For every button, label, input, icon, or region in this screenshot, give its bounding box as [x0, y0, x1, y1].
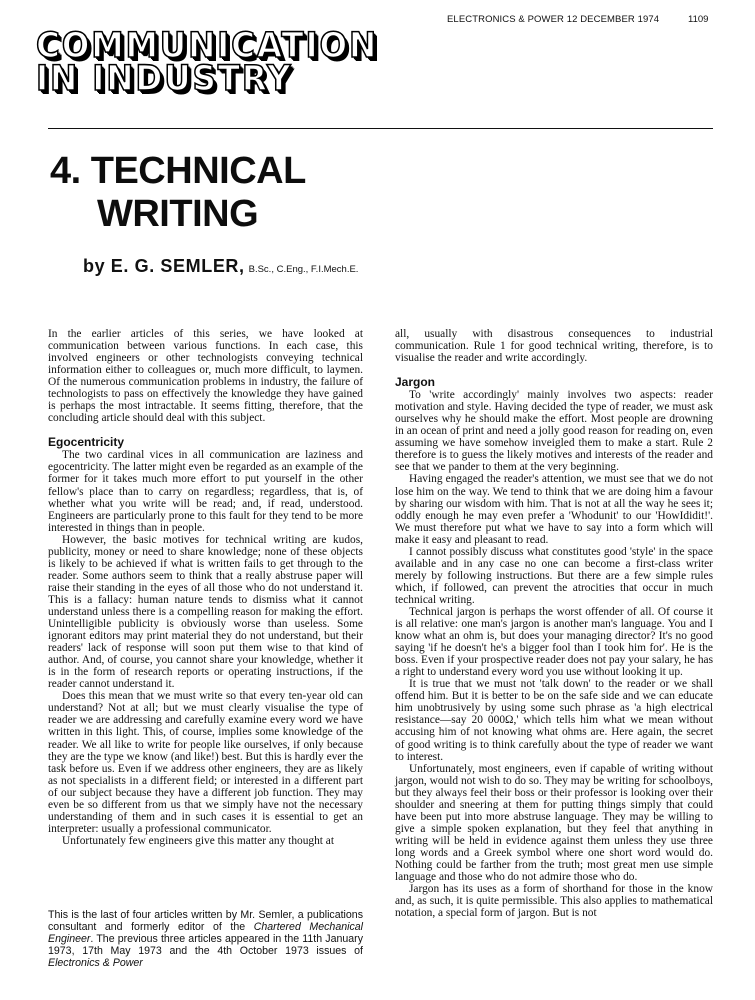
author-qualifications: B.Sc., C.Eng., F.I.Mech.E. — [248, 264, 359, 275]
section-heading-egocentricity: Egocentricity — [48, 435, 125, 450]
author-note-text: . The previous three articles appeared in the 11th January 1973, 17th May 1973 and the 4th October 1973 issues of — [48, 933, 363, 957]
author-note-text: This is the last of four articles written by Mr. Semler, a publications consultant and formerly editor of the — [48, 909, 363, 933]
author-note — [48, 909, 363, 969]
body-paragraph: Does this mean that we must write so that every ten-year old can understand? Not at all; but we must clearly visualise the type of reader we are addressing and carefully examine every word we have written in this light. This, of course, implies some knowledge of the reader. We all like to write for people like ourselves, if only because they are the type we know (and like!) best. But this is hardly ever the task before us. Even if we address other engineers, they are as likely as not specialists in a different field; or interested in a different part of our subject because they have a different job function. They may even be so different from us that we simply have not the necessary understanding of them and in such cases it is essential to get an interpreter: usually a professional communicator. — [48, 690, 363, 835]
banner-line-1: COMMUNICATION — [36, 26, 379, 66]
banner-line-2: IN INDUSTRY — [36, 59, 293, 99]
author-name: by E. G. SEMLER, — [83, 256, 245, 276]
publication-name: Electronics & Power — [48, 957, 143, 969]
body-paragraph: I cannot possibly discuss what constitutes good 'style' in the space available and in any case no one can become a first-class writer merely by following instructions. But there are a few simple rules which, if followed, can prevent the atrocities that occur in much technical writing. — [395, 545, 713, 606]
intro-paragraph: In the earlier articles of this series, we have looked at communication between various functions. In each case, this involved engineers or other technologists conveying technical information either to colleagues or, much more difficult, to laymen. Of the numerous communication problems in industry, the failure of technologists to pass on effectively the knowledge they have gained is perhaps the most intractable. It seems fitting, therefore, that the concluding article should deal with this subject. — [48, 328, 363, 425]
series-banner — [36, 26, 379, 99]
body-paragraph: Having engaged the reader's attention, we must see that we do not lose him on the way. We tend to think that we are doing him a favour by sharing our wisdom with him. That is not at all the way he sees it; oddly enough he may even prefer a 'Whodunit' to our 'HowIdidit!'. We must therefore put what we have to say into a form which will make it easy and pleasant to read. — [395, 473, 713, 546]
right-column — [395, 328, 713, 919]
body-paragraph: The two cardinal vices in all communication are laziness and egocentricity. The latter might even be regarded as an example of the former for it takes much more effort to put yourself in the other fellow's place than to carry on regardless; regardless, that is, of whether what you write will be read; and, if read, understood. Engineers are particularly prone to this fault for they tend to be more interested in things than in people. — [48, 449, 363, 534]
body-paragraph: all, usually with disastrous consequences to industrial communication. Rule 1 for good technical writing, therefore, is to visualise the reader and write accordingly. — [395, 328, 713, 365]
byline — [83, 256, 358, 277]
body-paragraph: Technical jargon is perhaps the worst offender of all. Of course it is all relative: one man's jargon is another man's language. You and I know what an ohm is, but does your managing director? It's no good saying 'if he doesn't he's a bigger fool than I took him for'. He is the boss. Even if your prospective reader does not pay your salary, he has a right to understand every word you use without looking it up. — [395, 605, 713, 679]
running-head: ELECTRONICS & POWER 12 DECEMBER 1974 — [447, 14, 660, 25]
body-paragraph: It is true that we must not 'talk down' to the reader or we shall offend him. But it is better to be on the safe side and we can educate him unobtrusively by using some such phrase as 'a high electrical resistance—say 20 000Ω,' which tells him what we mean without accusing him of not knowing what ohms are. Here again, the secret of good writing is to think carefully about the type of reader we want to interest. — [395, 678, 713, 763]
title-line-1: 4. TECHNICAL — [50, 150, 306, 192]
body-paragraph: Unfortunately few engineers give this matter any thought at — [62, 834, 335, 847]
body-paragraph: Unfortunately, most engineers, even if capable of writing without jargon, would not wish to do so. They may be writing for schoolboys, but they always feel their boss or their professor is looking over their shoulder and sneering at them for putting things simply that could have been put into more abstruse language. They may be willing to give a simple spoken explanation, but they feel that anything in writing will be held in evidence against them unless they use three long words and a Greek symbol where one short word would do. Nothing could be farther from the truth; most great men use simple language and those who do not admire those who do. — [395, 762, 713, 884]
title-line-2: WRITING — [97, 193, 259, 235]
page-number: 1109 — [688, 14, 709, 25]
left-column — [48, 328, 363, 847]
body-paragraph: Jargon has its uses as a form of shorthand for those in the know and, as such, it is quite permissible. This also applies to mathematical notation, a special form of jargon. But is not — [395, 883, 713, 920]
publication-name: Chartered Mechanical Engineer — [48, 921, 363, 945]
body-paragraph: To 'write accordingly' mainly involves two aspects: reader motivation and style. Having decided the type of reader, we must ask ourselves why he should make the effort. Most people are drowning in an ocean of print and need a jolly good reason for reading on, even assuming we have somehow inveigled them to make a start. Rule 2 therefore is to guess the likely motives and interests of the reader and see that we pander to them at the very beginning. — [395, 389, 713, 474]
section-heading-jargon: Jargon — [395, 375, 436, 390]
header-divider — [48, 128, 713, 129]
article-title — [50, 150, 306, 236]
body-paragraph: However, the basic motives for technical writing are kudos, publicity, money or need to share knowledge; none of these objects is likely to be achieved if what is written fails to get through to the reader. Some authors seem to think that a really abstruse paper will raise their standing in the eyes of all those who do not understand it. This is a fallacy: human nature tends to dismiss what it cannot understand unless there is a compelling reason for making the effort. Unintelligible publicity is obviously worse than useless. Some ignorant editors may print material they do not understand, but their readers' lack of response will soon put them wise to that kind of author. And, of course, you cannot share your knowledge, whether it is in the form of research reports or operating instructions, if the reader cannot understand it. — [48, 533, 363, 691]
